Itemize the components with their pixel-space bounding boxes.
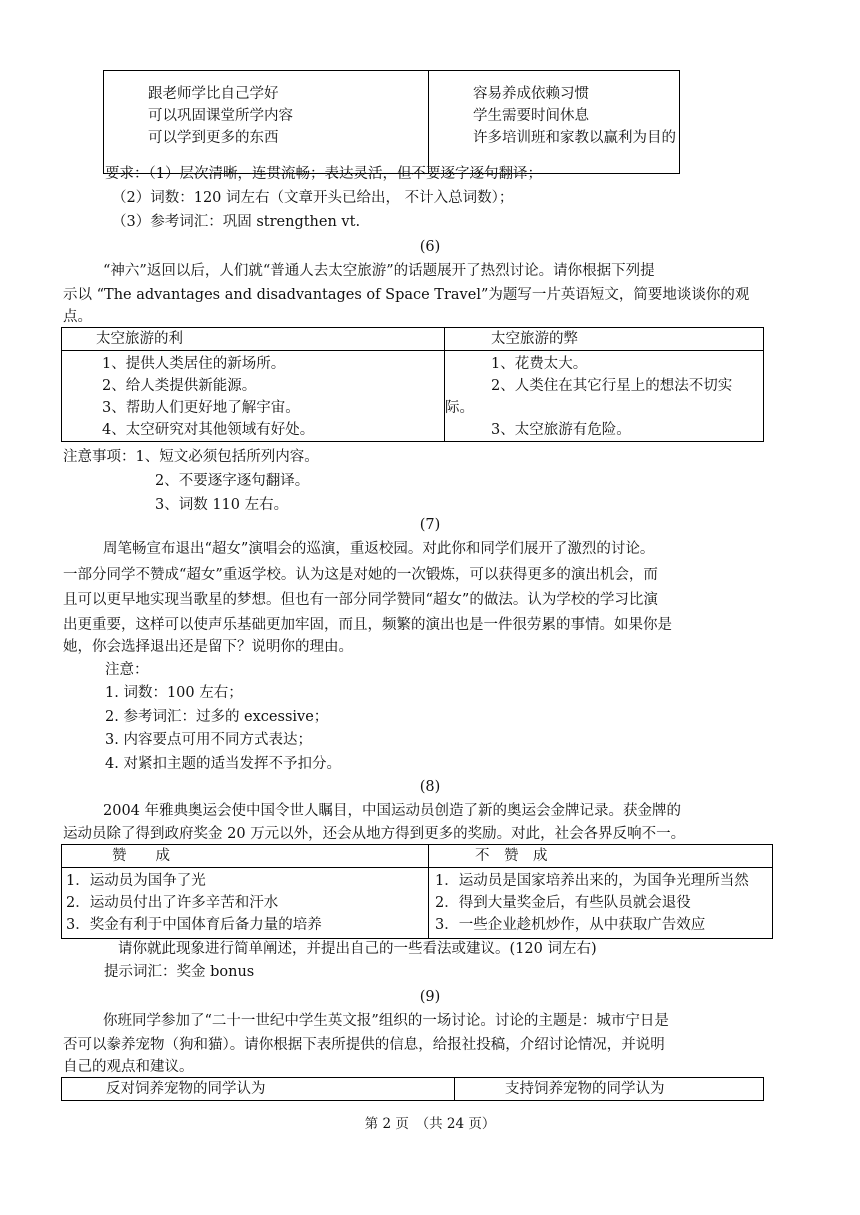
note-item: 2. 参考词汇：过多的 excessive； xyxy=(105,709,329,725)
note-item: 4. 对紧扣主题的适当发挥不予扣分。 xyxy=(105,756,341,772)
table-header: 支持饲养宠物的同学认为 xyxy=(455,1078,764,1101)
paragraph-line: 2004 年雅典奥运会使中国令世人瞩目，中国运动员创造了新的奥运会金牌记录。获金牌的 xyxy=(103,803,682,819)
table-pets xyxy=(61,1077,764,1101)
note-item: 1. 词数：100 左右； xyxy=(105,685,243,701)
note-item: 3. 内容要点可用不同方式表达； xyxy=(105,732,312,748)
list-item: 2．得到大量奖金后，有些队员就会退役 xyxy=(435,895,691,911)
paragraph-line: 且可以更早地实现当歌星的梦想。但也有一部分同学赞同“超女”的做法。认为学校的学习比演 xyxy=(63,592,658,608)
list-item: 际。 xyxy=(445,400,474,416)
paragraph-line: 一部分同学不赞成“超女”重返学校。认为这是对她的一次锻炼，可以获得更多的演出机会，而 xyxy=(63,567,658,583)
list-item: 3、帮助人们更好地了解宇宙。 xyxy=(102,400,300,416)
paragraph-line: “神六”返回以后，人们就“普通人去太空旅游”的话题展开了热烈讨论。请你根据下列提 xyxy=(103,263,655,279)
requirement-2: （2）词数：120 词左右（文章开头已给出， 不计入总词数）； xyxy=(112,190,514,206)
paragraph-line: 否可以豢养宠物（狗和猫）。请你根据下表所提供的信息，给报社投稿，介绍讨论情况，并说明 xyxy=(63,1037,665,1053)
table-cell xyxy=(429,868,773,939)
list-item: 3．一些企业趁机炒作，从中获取广告效应 xyxy=(435,917,706,933)
table-header: 不 赞 成 xyxy=(429,845,773,868)
list-item: 2、给人类提供新能源。 xyxy=(102,378,257,394)
list-item: 1．运动员是国家培养出来的，为国争光理所当然 xyxy=(435,873,749,889)
list-item: 2、人类住在其它行星上的想法不切实 xyxy=(491,378,733,394)
list-item: 可以学到更多的东西 xyxy=(148,130,279,146)
table1-right-cell xyxy=(429,71,680,174)
paragraph-line: 运动员除了得到政府奖金 20 万元以外，还会从地方得到更多的奖励。对此，社会各界反响不一。 xyxy=(63,826,686,842)
paragraph-line: 提示词汇：奖金 bonus xyxy=(104,964,255,980)
table1-left-cell xyxy=(104,71,429,174)
note-title: 注意： xyxy=(105,662,149,678)
paragraph-line: 自己的观点和建议。 xyxy=(63,1059,194,1075)
list-item: 1．运动员为国争了光 xyxy=(66,873,206,889)
list-item: 学生需要时间休息 xyxy=(473,108,589,124)
paragraph-line: 你班同学参加了“二十一世纪中学生英文报”组织的一场讨论。讨论的主题是：城市宁日是 xyxy=(103,1013,669,1029)
note-item: 2、不要逐字逐句翻译。 xyxy=(155,473,310,489)
list-item: 3．奖金有利于中国体育后备力量的培养 xyxy=(66,917,322,933)
table-header: 反对饲养宠物的同学认为 xyxy=(62,1078,455,1101)
table-space-travel xyxy=(61,327,764,442)
list-item: 许多培训班和家教以赢利为目的 xyxy=(473,130,676,146)
paragraph-line: 点。 xyxy=(63,309,92,325)
list-item: 1、花费太大。 xyxy=(491,356,588,372)
table-study-pros-cons xyxy=(103,70,680,174)
section-number: (7) xyxy=(419,517,441,533)
table-header: 赞 成 xyxy=(62,845,429,868)
list-item: 3、太空旅游有危险。 xyxy=(491,422,631,438)
notes-title: 注意事项：1、短文必须包括所列内容。 xyxy=(63,449,319,465)
paragraph-line: 请你就此现象进行简单阐述，并提出自己的一些看法或建议。(120 词左右) xyxy=(118,941,597,957)
table-header: 太空旅游的利 xyxy=(62,328,445,351)
list-item: 可以巩固课堂所学内容 xyxy=(148,108,293,124)
table-bonus-debate xyxy=(61,844,773,939)
paragraph-line: 周笔畅宣布退出“超女”演唱会的巡演，重返校园。对此你和同学们展开了激烈的讨论。 xyxy=(103,541,655,557)
section-number: (9) xyxy=(419,989,441,1005)
paragraph-line: 出更重要，这样可以使声乐基础更加牢固，而且，频繁的演出也是一件很劳累的事情。如果你是 xyxy=(63,617,672,633)
list-item: 4、太空研究对其他领域有好处。 xyxy=(102,422,315,438)
table-cell xyxy=(445,351,764,442)
table-cell xyxy=(62,351,445,442)
section-number: (8) xyxy=(419,779,441,795)
table-cell xyxy=(62,868,429,939)
page-footer: 第 2 页 （共 24 页） xyxy=(364,1116,496,1132)
requirement-1: 要求：（1）层次清晰，连贯流畅；表达灵活，但不要逐字逐句翻译； xyxy=(105,166,542,182)
note-item: 3、词数 110 左右。 xyxy=(155,497,289,513)
list-item: 1、提供人类居住的新场所。 xyxy=(102,356,286,372)
table-header: 太空旅游的弊 xyxy=(445,328,764,351)
paragraph-line: 她，你会选择退出还是留下？说明你的理由。 xyxy=(63,639,353,655)
paragraph-line: 示以 “The advantages and disadvantages of Space Travel”为题写一片英语短文，简要地谈谈你的观 xyxy=(63,287,750,303)
list-item: 跟老师学比自己学好 xyxy=(148,86,279,102)
list-item: 2．运动员付出了许多辛苦和汗水 xyxy=(66,895,279,911)
list-item: 容易养成依赖习惯 xyxy=(473,86,589,102)
requirement-3: （3）参考词汇：巩固 strengthen vt. xyxy=(112,214,361,230)
section-number: (6) xyxy=(419,239,441,255)
